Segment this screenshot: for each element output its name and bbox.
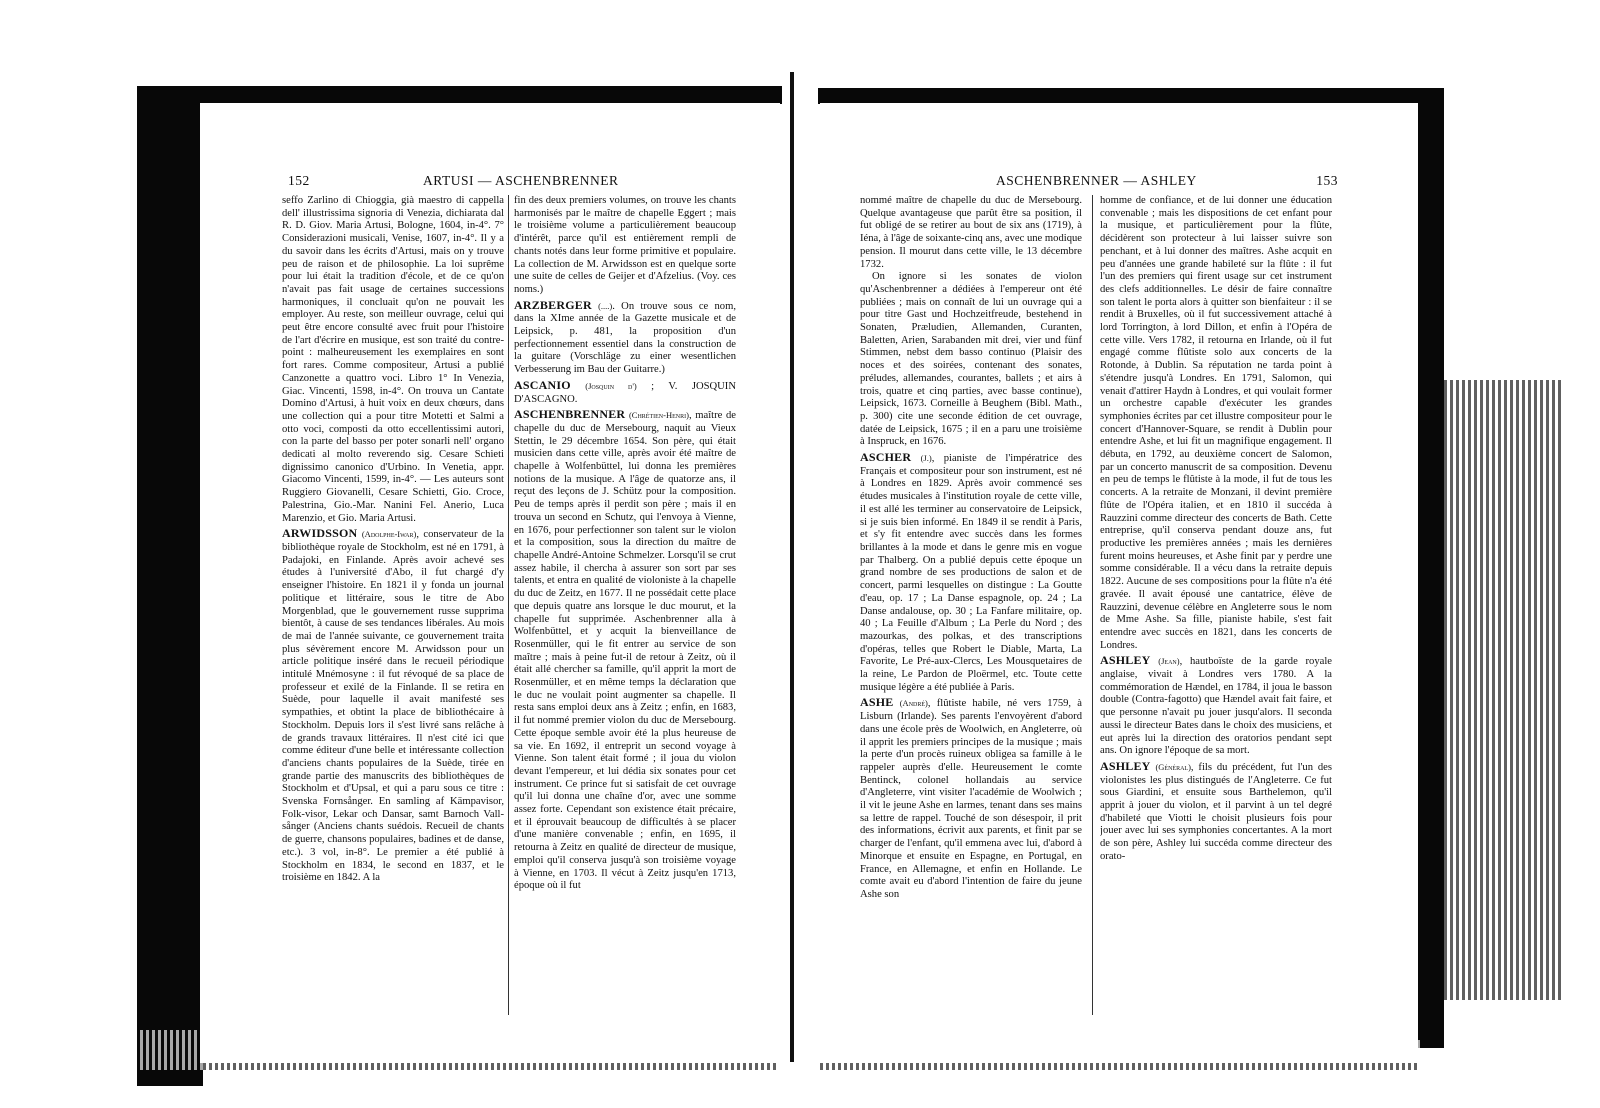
paragraph-text: , hautboïste de la garde royale anglaise, vivait à Londres vers 1780. A la commémoration de Hændel, en 1784, il joua le basson double (Contra-fagotto) que Hændel avait fait faire, et que personne n'avait pu jouer jusqu'alors. Il seconda aussi le directeur Bates dans le choix des musiciens, et eut après lui la direction des oratorios pendant sept ans. On ignore l'époque de sa mort. bbox=[1100, 656, 1332, 757]
body-paragraph bbox=[860, 271, 1082, 449]
dictionary-entry bbox=[860, 696, 1082, 901]
left-column-b bbox=[514, 195, 736, 1025]
scan-border-right bbox=[1416, 88, 1444, 1048]
paragraph-text: nommé maître de chapelle du duc de Mersebourg. Quelque avantageuse que parût être sa position, il fut obligé de se retirer au bout de six ans (1719), à Iéna, à l'âge de soixante-cinq ans, avec une modique pension. Il mourut dans cette ville, le 13 décembre 1732. bbox=[860, 195, 1082, 270]
paragraph-text: On ignore si les sonates de violon qu'Aschenbrenner a dédiées à l'empereur ont été publiées ; mais on connaît de lui un ouvrage qui a pour titre Gast und Hochzeitfreude, bestehend in Sonaten, Præludien, Allemanden, Curanten, Baletten, Arien, Sarabanden mit drei, vier und fünf Stimmen, nebst dem basso continuo (Plaisir des noces et des soirées, contenant des sonates, préludes, allemandes, courantes, ballets ; et airs à trois, quatre et cinq parties, avec basse continue), Leipsick, 1673. Corneille à Beughem (Bibl. Math., p. 300) cite une seconde édition de cet ouvrage, datée de Leipsick, 1675 ; il en a paru une troisième à Inspruck, en 1676. bbox=[860, 271, 1082, 448]
left-page bbox=[200, 103, 780, 1063]
book-binding bbox=[782, 70, 818, 1070]
entry-forenames: (J.) bbox=[920, 453, 932, 464]
entry-forenames: (....) bbox=[598, 300, 613, 311]
paragraph-text: , maître de chapelle du duc de Mersebourg, naquit au Vieux Stettin, le 29 décembre 1654. Son père, qui était musicien dans cette ville, après avoir été maître de chapelle à Wolfenbüttel, lui donna les premières notions de la musique. A l'âge de quatorze ans, il reçut des leçons de J. Schütz pour la composition. Peu de temps après il perdit son père ; mais il en trouva un second en Schutz, qui l'envoya à Vienne, en 1676, pour perfectionner son talent sur le violon et la composition, sous la direction du maître de chapelle André-Antoine Schmelzer. Lorsqu'il se crut assez habile, il chercha à assurer son sort par ses talents, et entra en qualité de violoniste à la chapelle du duc de Zeitz, en 1677. Il ne possédait cette place que depuis quatre ans lorsque le duc mourut, et la chapelle fut supprimée. Aschenbrenner alla à Wolfenbüttel, et y acquit la bienveillance de Rosenmüller, qui le fit entrer au service de son maître ; mais à peine fut-il de retour à Zeitz, où il était allé chercher sa famille, qu'il apprit la mort de Rosenmüller, et en même temps la déclaration que le duc ne voulait point augmenter sa chapelle. Il resta sans emploi deux ans à Zeitz ; enfin, en 1683, il fut nommé premier violon du duc de Mersebourg. Cette époque semble avoir été la plus heureuse de sa vie. En 1692, il entreprit un second voyage à Vienne. Son talent était formé ; il joua du violon devant l'empereur, et lui dédia six sonates pour cet instrument. Ce prince fut si satisfait de cet ouvrage qu'il lui donna une chaîne d'or, avec une somme assez forte. Cependant son existence était précaire, et il éprouvait beaucoup de difficultés à se placer d'une manière convenable ; enfin, en 1695, il retourna à Zeitz en qualité de directeur de musique, emploi qu'il conserva jusqu'à son troisième voyage à Vienne, en 1703. Il vécut à Zeitz jusqu'en 1713, époque où il fut bbox=[514, 410, 736, 892]
body-paragraph bbox=[860, 195, 1082, 271]
left-column-rule bbox=[508, 195, 509, 1015]
paragraph-text: fin des deux premiers volumes, on trouve les chants harmonisés par le maître de chapelle Eggert ; mais le troisième volume a particulièrement beaucoup d'intérêt, parce qu'il est entièrement rempli de chants notés dans leur forme primitive et populaire. La collection de M. Arwidsson est en quelque sorte une suite de celles de Geijer et d'Afzelius. (Voy. ces noms.) bbox=[514, 195, 736, 295]
entry-forenames: (Adolphe-Iwar) bbox=[361, 529, 417, 540]
entry-forenames: (Josquin d') bbox=[585, 380, 637, 391]
scan-border-top-right bbox=[800, 88, 1430, 104]
entry-headword: ASCANIO bbox=[514, 377, 571, 392]
entry-headword: ASCHENBRENNER bbox=[514, 407, 626, 422]
entry-headword: ASCHER bbox=[860, 450, 912, 465]
dictionary-entry bbox=[860, 451, 1082, 694]
left-running-title: ARTUSI — ASCHENBRENNER bbox=[423, 173, 619, 188]
dictionary-entry bbox=[282, 527, 504, 885]
paragraph-text: , fils du précédent, fut l'un des violonistes les plus distingués de l'Angleterre. Ce fut sous Giardini, et ensuite sous Barthelemon, qu'il apprit à jouer du violon, et il parvint à un tel degré d'habileté que Viotti le choisit plusieurs fois pour jouer avec lui ses symphonies concertantes. A la mort de son père, Ashley lui succéda comme directeur des orato- bbox=[1100, 761, 1332, 862]
entry-headword: ASHE bbox=[860, 695, 894, 710]
dictionary-entry bbox=[514, 299, 736, 377]
entry-forenames: (Chrétien-Henri) bbox=[628, 410, 689, 421]
paragraph-text: seffo Zarlino di Chioggia, già maestro di cappella dell' illustrissima signoria di Venezia, dichiarata dal R. D. Giov. Maria Artusi, Bologne, 1604, in-4°. 7° Considerazioni musicali, Venise, 1607, in-4°. Il y a du savoir dans les écrits d'Artusi, mais on y trouve peu de raison et de philosophie. La loi suprême pour lui était la tradition d'école, et de ce qu'on n'avait pas fait usage de certaines successions harmoniques, il concluait qu'on ne pouvait les employer. Au reste, son meilleur ouvrage, celui qui peut être encore consulté avec fruit pour l'histoire de l'art d'écrire en musique, est son traité du contre-point : malheureusement les exemplaires en sont fort rares. Comme compositeur, Artusi a publié Canzonette a quattro voci. Libro 1° In Venezia, Giac. Vincenti, 1598, in-4°. On trouva un Cantate Domino d'Artusi, à huit voix en deux chœurs, dans une collection qui a pour titre Motetti et Salmi a otto voci, composti da otto eccellentissimi autori, con la parte del basso per poter sonarli nell' organo dedicati al molto reverendo sig. Cesare Schieti dignissimo canonico d'Urbino. In Venetia, appr. Giacomo Vincenti, 1599, in-4°. — Les auteurs sont Ruggiero Giovanelli, Cesare Schietti, Gio. Croce, Palestrina, Gio.-Mar. Nanini Fel. Anerio, Luca Marenzio, et Gio. Maria Artusi. bbox=[282, 195, 504, 524]
entry-forenames: (André) bbox=[899, 698, 928, 709]
left-running-head bbox=[288, 173, 740, 193]
dictionary-entry bbox=[1100, 760, 1332, 864]
right-column-b bbox=[1100, 195, 1332, 1025]
entry-forenames: (Jean) bbox=[1158, 656, 1180, 667]
scan-border-top-left bbox=[137, 86, 787, 104]
scan-speckle-right bbox=[1444, 380, 1564, 1000]
right-running-title: ASCHENBRENNER — ASHLEY bbox=[996, 173, 1197, 188]
binding-gutter-line bbox=[790, 72, 794, 1062]
entry-headword: ASHLEY bbox=[1100, 653, 1151, 668]
entry-headword: ARWIDSSON bbox=[282, 526, 358, 541]
entry-forenames: (Général) bbox=[1155, 761, 1191, 772]
left-column-a bbox=[282, 195, 504, 1025]
paragraph-text: , flûtiste habile, né vers 1759, à Lisburn (Irlande). Ses parents l'envoyèrent d'abord dans une école près de Woolwich, en Angleterre, où il apprit les premiers principes de la musique ; mais la perte d'un procès ruineux obligea sa famille à le rappeler auprès d'elle. Heureusement le comte Bentinck, colonel hollandais au service d'Angleterre, vint visiter l'académie de Woolwich ; il vit le jeune Ashe en larmes, tenant dans ses mains sa lettre de rappel. Touché de son désespoir, il prit des informations, écrivit aux parents, et finit par se charger de l'enfant, qu'il emmena avec lui, d'abord à Minorque et ensuite en Espagne, en Portugal, en France, en Allemagne, et enfin en Hollande. Le comte avait eu d'abord l'intention de faire du jeune Ashe son bbox=[860, 698, 1082, 900]
paragraph-text: , conservateur de la bibliothèque royale de Stockholm, est né en 1791, à Padajoki, en Finlande. Après avoir achevé ses études à l'université d'Abo, il fut chargé d'y enseigner l'histoire. En 1821 il y fonda un journal politique et littéraire, sous le titre de Abo Morgenblad, que le gouvernement russe supprima bientôt, à cause de ses tendances libérales. Au mois de mai de l'année suivante, ce gouvernement traita plus sévèrement encore M. Arwidsson pour un article politique inséré dans le recueil périodique intitulé Mnémosyne : il fut révoqué de sa place de professeur et exilé de la Finlande. Il se retira en Suède, pour laquelle il avait manifesté ses sympathies, et obtint la place de bibliothécaire à Stockholm. Depuis lors il s'est livré sans relâche à de grands travaux littéraires. Il n'est cité ici que comme éditeur d'une belle et intéressante collection d'anciens chants populaires de la Suède, tirée en grande partie des manuscrits des bibliothèques de Stockholm et d'Upsal, et qui a paru sous ce titre : Svenska Fornsånger. En samling af Kämpavisor, Folk-visor, Lekar och Dansar, samt Barnoch Vall-sånger (Anciens chants suédois. Recueil de chants de guerre, chansons populaires, badines et de danse, etc.). 3 vol, in-8°. Le premier a été publié à Stockholm en 1834, le second en 1837, et le troisième en 1842. A la bbox=[282, 529, 504, 884]
paragraph-text: . On trouve sous ce nom, dans la XIme année de la Gazette musicale et de Leipsick, p. 481, la proposition d'un perfectionnement essentiel dans la construction de la guitare (Vorschläge zu einer wesentlichen Verbesserung im Bau der Guitarre.) bbox=[514, 300, 736, 376]
right-running-head bbox=[856, 173, 1338, 193]
entry-headword: ASHLEY bbox=[1100, 758, 1151, 773]
right-column-rule bbox=[1092, 195, 1093, 1015]
paragraph-text: homme de confiance, et de lui donner une éducation convenable ; mais les dispositions de cet enfant pour la musique, et particulièrement pour la flûte, décidèrent son protecteur à lui laisser suivre son penchant, et à lui donner des maîtres. Ashe acquit en peu d'années une grande habileté sur la flûte : il fut l'un des premiers qui firent usage sur cet instrument des clefs additionnelles. Le désir de faire connaître son talent le porta alors à quitter son bienfaiteur : il se rendit à Bruxelles, où il fut successivement attaché à lord Torrington, à lord Dillon, et enfin à l'Opéra de cette ville. Vers 1782, il retourna en Irlande, où il fut engagé comme flûtiste solo aux concerts de la Rotonde, à Dublin. Sa réputation ne tarda point à s'étendre jusqu'à Londres. En 1791, Salomon, qui venait d'attirer Haydn à Londres, et qui voulait former un orchestre capable d'exécuter les grandes symphonies écrites par cet illustre compositeur pour le concert d'Hannover-Square, se rendit à Dublin pour entendre Ashe, et lui fit un magnifique engagement. Il débuta, en 1792, au deuxième concert de Salomon, par un concerto manuscrit de sa composition. Devenu en peu de temps le flûtiste à la mode, il fut de tous les concerts. A la retraite de Monzani, il devint première flûte de l'Opéra italien, et en 1810 il succéda à Rauzzini comme directeur des concerts de Bath. Cette entreprise, qu'il conserva pendant douze ans, fut productive les premières années ; mais les dernières furent moins heureuses, et Ashe finit par y perdre une somme considérable. Il a vécu dans la retraite depuis 1822. Aucune de ses compositions pour la flûte n'a été gravée. Il avait épousé une cantatrice, élève de Rauzzini, devenue célèbre en Angleterre sous le nom de Mme Ashe. Sa fille, pianiste habile, s'est fait entendre avec succès en 1821, dans les concerts de Londres. bbox=[1100, 195, 1332, 651]
right-page-number: 153 bbox=[1316, 173, 1338, 188]
right-column-a bbox=[860, 195, 1082, 1025]
entry-headword: ARZBERGER bbox=[514, 297, 592, 312]
dictionary-entry bbox=[514, 379, 736, 406]
body-paragraph bbox=[514, 195, 736, 297]
right-page bbox=[820, 103, 1418, 1063]
paragraph-text: , pianiste de l'impératrice des Français et compositeur pour son instrument, est né à Londres en 1829. Après avoir commencé ses études musicales à l'institution royale de cette ville, il est allé les terminer au conservatoire de Leipsick, si je suis bien informé. En 1849 il se rendit à Paris, et s'y fit entendre avec succès dans les formes brillantes à la mode et dans le genre mis en vogue par Thalberg. On a publié depuis cette époque un grand nombre de ses productions de salon et de concert, parmi lesquelles on distingue : La Goutte d'eau, op. 17 ; La Danse espagnole, op. 24 ; La Danse andalouse, op. 30 ; La Fanfare militaire, op. 40 ; La Feuille d'Album ; La Perle du Nord ; des mazourkas, des polkas, et des transcriptions d'opéras, telles que Robert le Diable, Marta, La Favorite, Le Pré-aux-Clercs, Les Mousquetaires de la reine, Le Pardon de Ploërmel, etc. Toute cette musique légère a été publiée à Paris. bbox=[860, 453, 1082, 693]
paragraph-text: ; V. JOSQUIN D'ASCAGNO. bbox=[514, 380, 736, 405]
dictionary-entry bbox=[1100, 654, 1332, 758]
left-page-number: 152 bbox=[288, 173, 310, 188]
scan-border-left bbox=[137, 86, 203, 1086]
body-paragraph bbox=[282, 195, 504, 525]
dictionary-entry bbox=[514, 408, 736, 893]
body-paragraph bbox=[1100, 195, 1332, 652]
